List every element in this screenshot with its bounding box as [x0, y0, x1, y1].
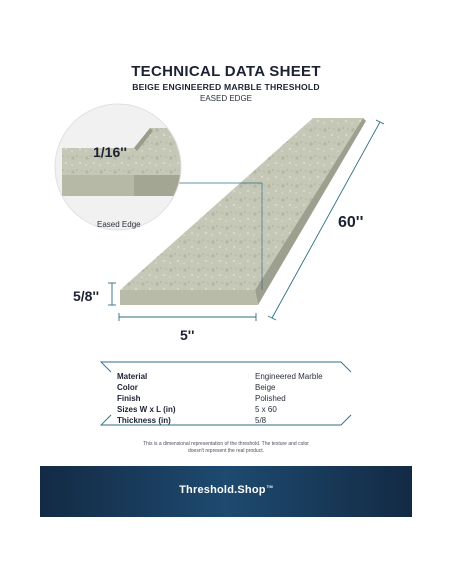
- inset-dimension-label: 1/16'': [93, 144, 127, 160]
- footer-banner: [40, 466, 412, 517]
- edge-type: EASED EDGE: [199, 94, 252, 103]
- spec-value: Engineered Marble: [255, 372, 323, 381]
- spec-value: 5/8: [255, 416, 267, 425]
- disclaimer-line: doesn't represent the real product.: [187, 448, 264, 454]
- eased-edge-inset: [55, 104, 190, 230]
- spec-value: 5 x 60: [255, 405, 277, 414]
- spec-row-thickness: [117, 415, 323, 426]
- product-subtitle: BEIGE ENGINEERED MARBLE THRESHOLD: [132, 82, 320, 92]
- width-dimension-label: 5'': [180, 327, 195, 343]
- trademark-mark: TM: [266, 484, 273, 489]
- disclaimer-line: This is a dimensional representation of the threshold. The texture and color: [143, 441, 309, 447]
- spec-value: Beige: [255, 383, 276, 392]
- spec-label: Finish: [117, 394, 141, 403]
- page-title: TECHNICAL DATA SHEET: [131, 63, 321, 80]
- disclaimer: [0, 441, 452, 455]
- brand-logo-text: Threshold.Shop: [179, 484, 266, 496]
- thickness-dimension-label: 5/8'': [73, 288, 100, 304]
- spec-value: Polished: [255, 394, 286, 403]
- spec-table: [117, 371, 323, 426]
- spec-row-color: [117, 382, 323, 393]
- inset-caption: Eased Edge: [97, 220, 141, 229]
- brand-logo: [40, 484, 412, 496]
- spec-row-finish: [117, 393, 323, 404]
- spec-label: Color: [117, 383, 138, 392]
- spec-label: Thickness (in): [117, 416, 171, 425]
- spec-row-size: [117, 404, 323, 415]
- spec-label: Sizes W x L (in): [117, 405, 176, 414]
- spec-label: Material: [117, 372, 148, 381]
- spec-row-material: [117, 371, 323, 382]
- length-dimension-label: 60'': [338, 214, 364, 231]
